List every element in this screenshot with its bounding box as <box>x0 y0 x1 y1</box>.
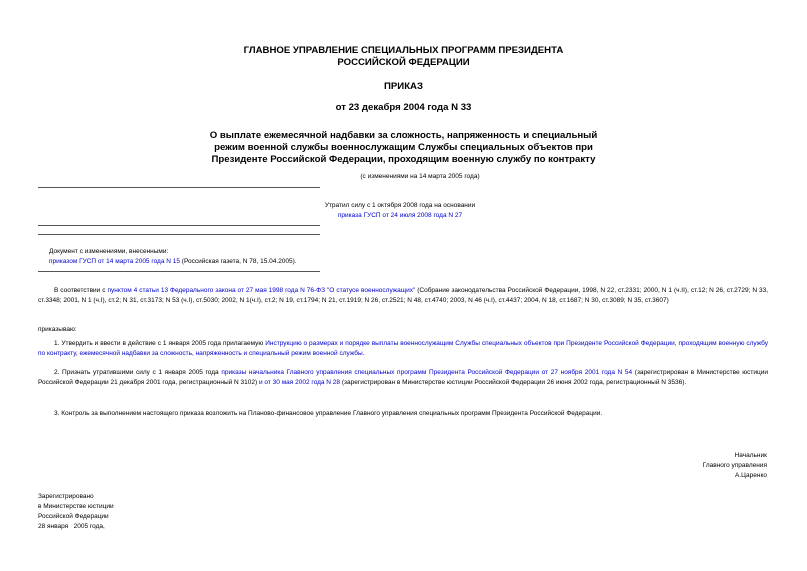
divider-2 <box>38 225 320 226</box>
item1-start: 1. Утвердить и ввести в действие с 1 января 2005 года прилагаемую <box>54 340 266 347</box>
doc-type: ПРИКАЗ <box>384 81 423 92</box>
registration-date: 28 января 2005 года, <box>38 523 105 530</box>
title-line1: О выплате ежемесячной надбавки за сложность, напряженность и специальный <box>209 130 598 141</box>
title-line3: Президенте Российской Федерации, проходящим военную службу по контракту <box>211 154 596 165</box>
order-item-1 <box>38 339 768 359</box>
doc-changes-link[interactable]: приказом ГУСП от 14 марта 2005 года N 15 <box>49 258 180 265</box>
signature-org: Главного управления <box>702 462 767 469</box>
validity-note: Утратил силу с 1 октября 2008 года на основании <box>324 202 476 209</box>
amend-note: (с изменениями на 14 марта 2005 года) <box>360 173 480 180</box>
registration-line2: в Министерстве юстиции <box>38 503 114 510</box>
divider-1 <box>38 187 320 188</box>
divider-3 <box>38 234 320 235</box>
org-name-line2: РОССИЙСКОЙ ФЕДЕРАЦИИ <box>337 57 470 68</box>
order-word: приказываю: <box>38 326 77 333</box>
divider-4 <box>38 271 320 272</box>
registration-line1: Зарегистрировано <box>38 493 94 500</box>
signature-title: Начальник <box>734 452 767 459</box>
law-link[interactable]: пунктом 4 статьи 13 Федерального закона от 27 мая 1998 года N 76-ФЗ "О статусе военнослужащих" <box>107 287 416 294</box>
item2-end: (зарегистрирован в Министерстве юстиции Российской Федерации 26 июня 2002 года, регистрационный N 3536). <box>340 379 687 386</box>
orders-link[interactable]: приказы начальника Главного управления специальных программ Президента Российской Федерации от 27 ноября 2001 года N 54 <box>221 369 633 376</box>
instruction-link[interactable]: Инструкцию о размерах и порядке выплаты военнослужащим Службы специальных объектов при Президенте Российской Федерации, проходящим военную службу по контракту, ежемесячной надбавки за сложность, напряженность и специальный режим военной службы <box>38 340 769 357</box>
title-line2: режим военной службы военнослужащим Службы специальных объектов при <box>214 142 593 153</box>
doc-date: от 23 декабря 2004 года N 33 <box>335 102 472 113</box>
signature-name: А.Царенко <box>734 472 767 479</box>
doc-changes-tail: (Российская газета, N 78, 15.04.2005). <box>180 258 297 265</box>
org-name-line1: ГЛАВНОЕ УПРАВЛЕНИЕ СПЕЦИАЛЬНЫХ ПРОГРАММ ПРЕЗИДЕНТА <box>243 45 564 56</box>
item2-mid: (зарегистрирован в Министерстве юстиции Российской Федерации 21 декабря 2001 года, регистрационный N 3102) <box>38 369 769 386</box>
order-item-2 <box>38 368 768 388</box>
order-item-3: 3. Контроль за выполнением настоящего приказа возложить на Планово-финансовое управление Главного управления специальных программ Президента Российской Федерации. <box>54 410 603 417</box>
order-2002-link[interactable]: и от 30 мая 2002 года N 28 <box>258 379 341 386</box>
doc-changes-label: Документ с изменениями, внесенными: <box>49 248 169 255</box>
item2-start: 2. Признать утратившими силу с 1 января 2005 года <box>54 369 222 376</box>
registration-line3: Российской Федерации <box>38 513 109 520</box>
item1-end: . <box>362 350 365 357</box>
doc-changes-line <box>49 257 297 267</box>
preamble <box>38 286 768 306</box>
validity-link[interactable]: приказа ГУСП от 24 июля 2008 года N 27 <box>337 212 463 219</box>
preamble-start: В соответствии с <box>54 287 108 294</box>
preamble-end: (Собрание законодательства Российской Федерации, 1998, N 22, ст.2331; 2000, N 1 (ч.II), ст.12; N 26, ст.2729; N 33, ст.3348; 2001, N 1 (ч.I), ст.2; N 31, ст.3173; N 53 (ч.I), ст.5030; 2002, N 1(ч.I), ст.2; N 19, ст.1794; N 21, ст.1919; N 26, ст.2521; N 48, ст.4740; 2003, N 46 (ч.I), ст.4437; 2004, N 18, ст.1687; N 30, ст.3089; N 35, ст.3607) <box>38 287 768 304</box>
